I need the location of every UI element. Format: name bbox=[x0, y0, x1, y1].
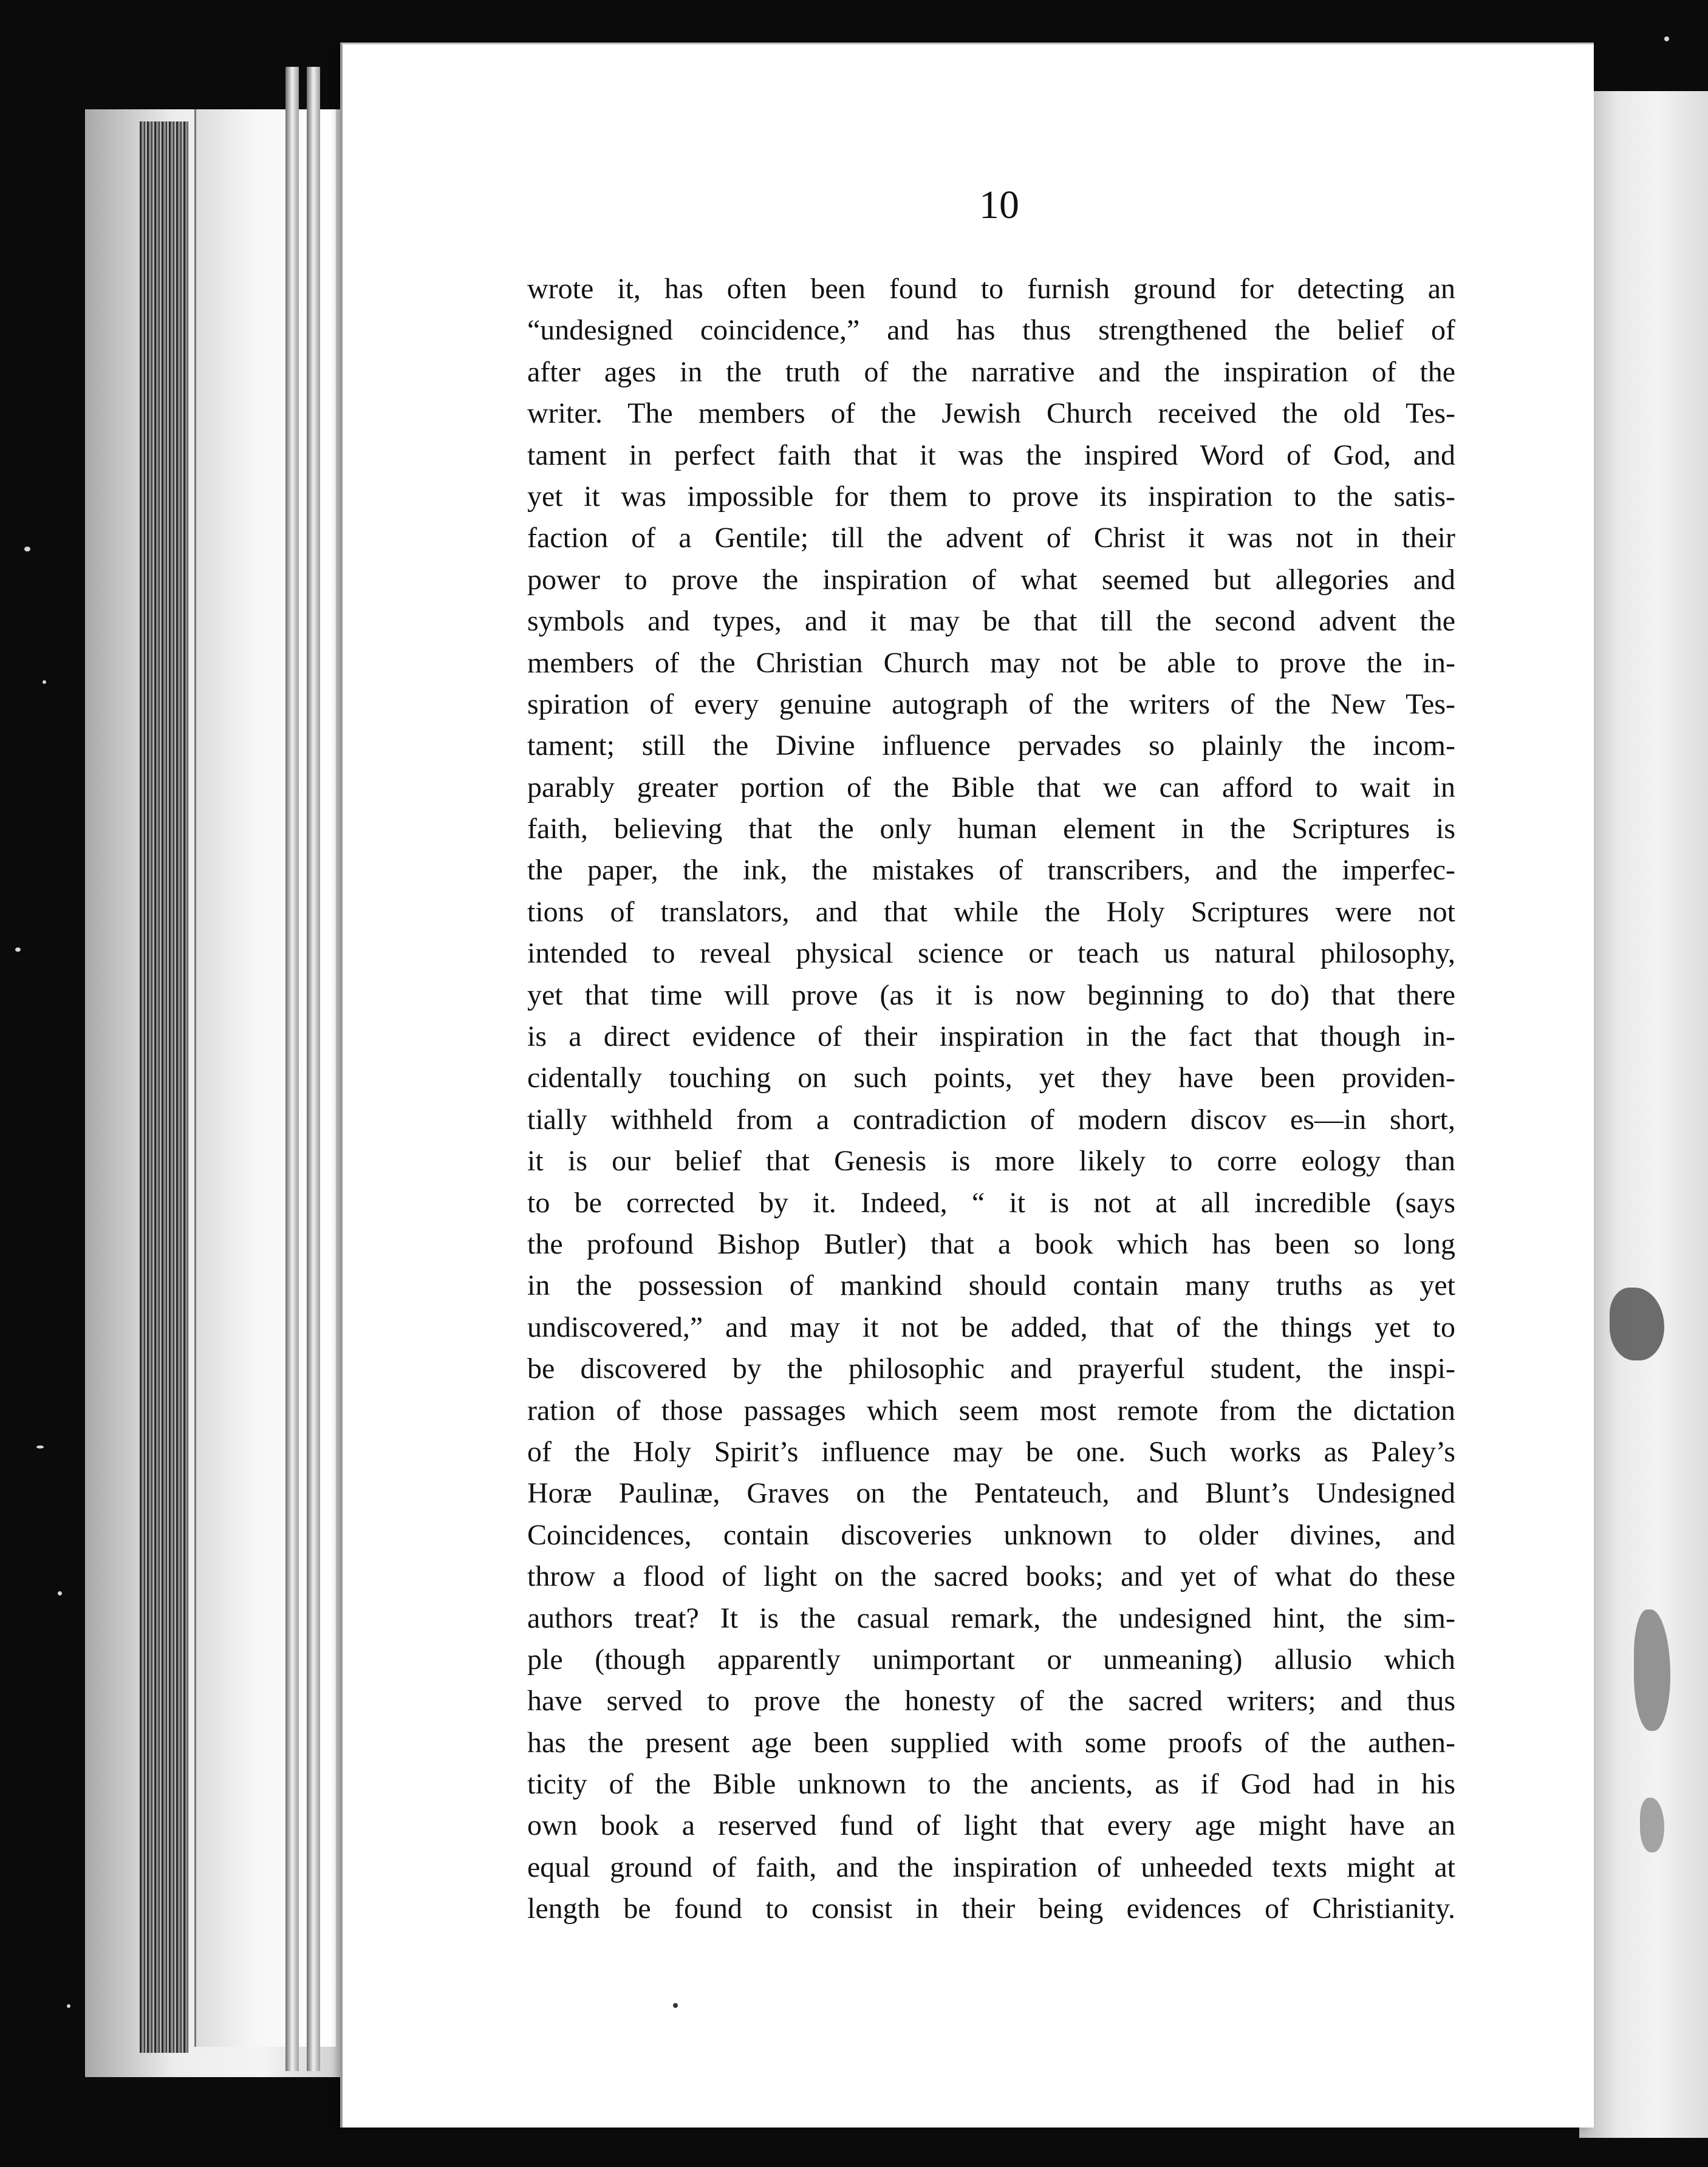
text-line: writer. The members of the Jewish Church received the old Tes- bbox=[527, 397, 1455, 430]
text-line: symbols and types, and it may be that till the second advent the bbox=[527, 605, 1455, 638]
scan-speck bbox=[15, 947, 21, 952]
text-line: “undesigned coincidence,” and has thus strengthened the belief of bbox=[527, 314, 1455, 347]
text-line: to be corrected by it. Indeed, “ it is not at all incredible (says bbox=[527, 1186, 1455, 1219]
text-line: undiscovered,” and may it not be added, that of the things yet to bbox=[527, 1311, 1455, 1343]
text-line: ration of those passages which seem most remote from the dictation bbox=[527, 1394, 1455, 1427]
text-line: tament in perfect faith that it was the inspired Word of God, and bbox=[527, 439, 1455, 471]
text-line: cidentally touching on such points, yet they have been providen- bbox=[527, 1062, 1455, 1094]
scan-speck bbox=[67, 2004, 70, 2008]
text-line: own book a reserved fund of light that every age might have an bbox=[527, 1809, 1455, 1842]
text-line: it is our belief that Genesis is more likely to corre eology than bbox=[527, 1145, 1455, 1178]
text-line: is a direct evidence of their inspiration in the fact that though in- bbox=[527, 1020, 1455, 1053]
page-stack-edges bbox=[140, 121, 188, 2053]
text-line: ticity of the Bible unknown to the ancients, as if God had in his bbox=[527, 1768, 1455, 1801]
page-body-text bbox=[527, 268, 1455, 1930]
text-line: faction of a Gentile; till the advent of Christ it was not in their bbox=[527, 522, 1455, 555]
text-line: has the present age been supplied with some proofs of the authen- bbox=[527, 1726, 1455, 1759]
text-line: be discovered by the philosophic and prayerful student, the inspi- bbox=[527, 1353, 1455, 1385]
text-line: wrote it, has often been found to furnish ground for detecting an bbox=[527, 273, 1455, 305]
text-line: faith, believing that the only human element in the Scriptures is bbox=[527, 813, 1455, 845]
text-line: the paper, the ink, the mistakes of transcribers, and the imperfec- bbox=[527, 854, 1455, 887]
text-line: tially withheld from a contradiction of modern discov es—in short, bbox=[527, 1103, 1455, 1136]
scan-speck bbox=[36, 1445, 44, 1449]
text-line: members of the Christian Church may not be able to prove the in- bbox=[527, 646, 1455, 679]
leaf-edge bbox=[307, 67, 320, 2071]
text-line: yet it was impossible for them to prove its inspiration to the satis- bbox=[527, 480, 1455, 513]
text-line: equal ground of faith, and the inspiration of unheeded texts might at bbox=[527, 1851, 1455, 1883]
text-line: Horæ Paulinæ, Graves on the Pentateuch, and Blunt’s Undesigned bbox=[527, 1477, 1455, 1510]
text-line: the profound Bishop Butler) that a book which has been so long bbox=[527, 1227, 1455, 1260]
text-line: length be found to consist in their being evidences of Christianity. bbox=[527, 1892, 1455, 1925]
page-number: 10 bbox=[979, 183, 1019, 227]
text-line: authors treat? It is the casual remark, the undesigned hint, the sim- bbox=[527, 1602, 1455, 1634]
text-line: ple (though apparently unimportant or unmeaning) allusio which bbox=[527, 1643, 1455, 1676]
text-line: intended to reveal physical science or teach us natural philosophy, bbox=[527, 937, 1455, 970]
scan-speck bbox=[24, 547, 30, 551]
text-line: spiration of every genuine autograph of the writers of the New Tes- bbox=[527, 688, 1455, 720]
scan-speck bbox=[43, 680, 46, 684]
text-line: Coincidences, contain discoveries unknown to older divines, and bbox=[527, 1518, 1455, 1551]
text-line: tament; still the Divine influence pervades so plainly the incom- bbox=[527, 729, 1455, 762]
leaf-edge bbox=[285, 67, 299, 2071]
scan-speck bbox=[1664, 36, 1669, 41]
text-line: after ages in the truth of the narrative and the inspiration of the bbox=[527, 355, 1455, 388]
text-line: have served to prove the honesty of the sacred writers; and thus bbox=[527, 1685, 1455, 1718]
text-line: yet that time will prove (as it is now beginning to do) that there bbox=[527, 978, 1455, 1011]
text-line: power to prove the inspiration of what seemed but allegories and bbox=[527, 563, 1455, 596]
text-line: tions of translators, and that while the Holy Scriptures were not bbox=[527, 895, 1455, 928]
text-line: in the possession of mankind should contain many truths as yet bbox=[527, 1269, 1455, 1302]
stray-mark bbox=[673, 2003, 678, 2008]
text-line: throw a flood of light on the sacred books; and yet of what do these bbox=[527, 1560, 1455, 1593]
scan-speck bbox=[58, 1591, 62, 1595]
text-line: parably greater portion of the Bible that we can afford to wait in bbox=[527, 771, 1455, 804]
text-line: of the Holy Spirit’s influence may be one. Such works as Paley’s bbox=[527, 1435, 1455, 1468]
